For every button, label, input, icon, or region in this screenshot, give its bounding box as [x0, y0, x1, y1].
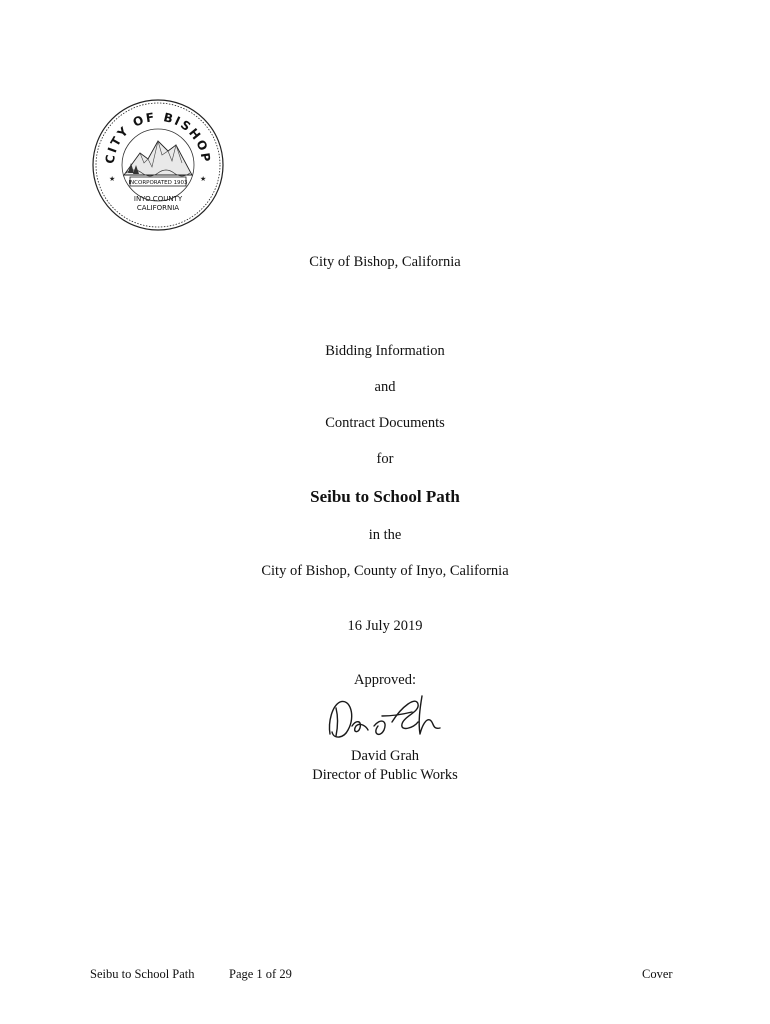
heading-line-for: for	[376, 451, 394, 467]
svg-text:INYO COUNTY: INYO COUNTY	[133, 195, 183, 203]
document-date: 16 July 2019	[347, 618, 423, 634]
approved-label: Approved:	[353, 672, 416, 688]
svg-text:★: ★	[200, 175, 207, 183]
heading-line-and: and	[374, 379, 396, 395]
svg-text:INCORPORATED 1903: INCORPORATED 1903	[128, 180, 188, 186]
heading-line-bidding-information: Bidding Information	[325, 343, 445, 359]
city-seal-logo	[90, 97, 226, 233]
signer-title: Director of Public Works	[312, 767, 458, 783]
svg-text:★: ★	[109, 175, 116, 183]
heading-line-contract-documents: Contract Documents	[325, 415, 445, 431]
svg-text:CITY OF BISHOP: CITY OF BISHOP	[102, 109, 214, 165]
project-title: Seibu to School Path	[310, 487, 460, 506]
signer-name: David Grah	[350, 748, 420, 764]
svg-text:CALIFORNIA: CALIFORNIA	[136, 204, 180, 212]
footer-section-name: Cover	[642, 967, 673, 981]
heading-line-in-the: in the	[368, 527, 402, 543]
footer-project-name: Seibu to School Path	[90, 967, 195, 981]
project-location: City of Bishop, County of Inyo, California	[261, 563, 509, 579]
signature-image	[322, 686, 452, 746]
entity-name: City of Bishop, California	[309, 254, 461, 270]
footer-page-number: Page 1 of 29	[229, 967, 292, 981]
